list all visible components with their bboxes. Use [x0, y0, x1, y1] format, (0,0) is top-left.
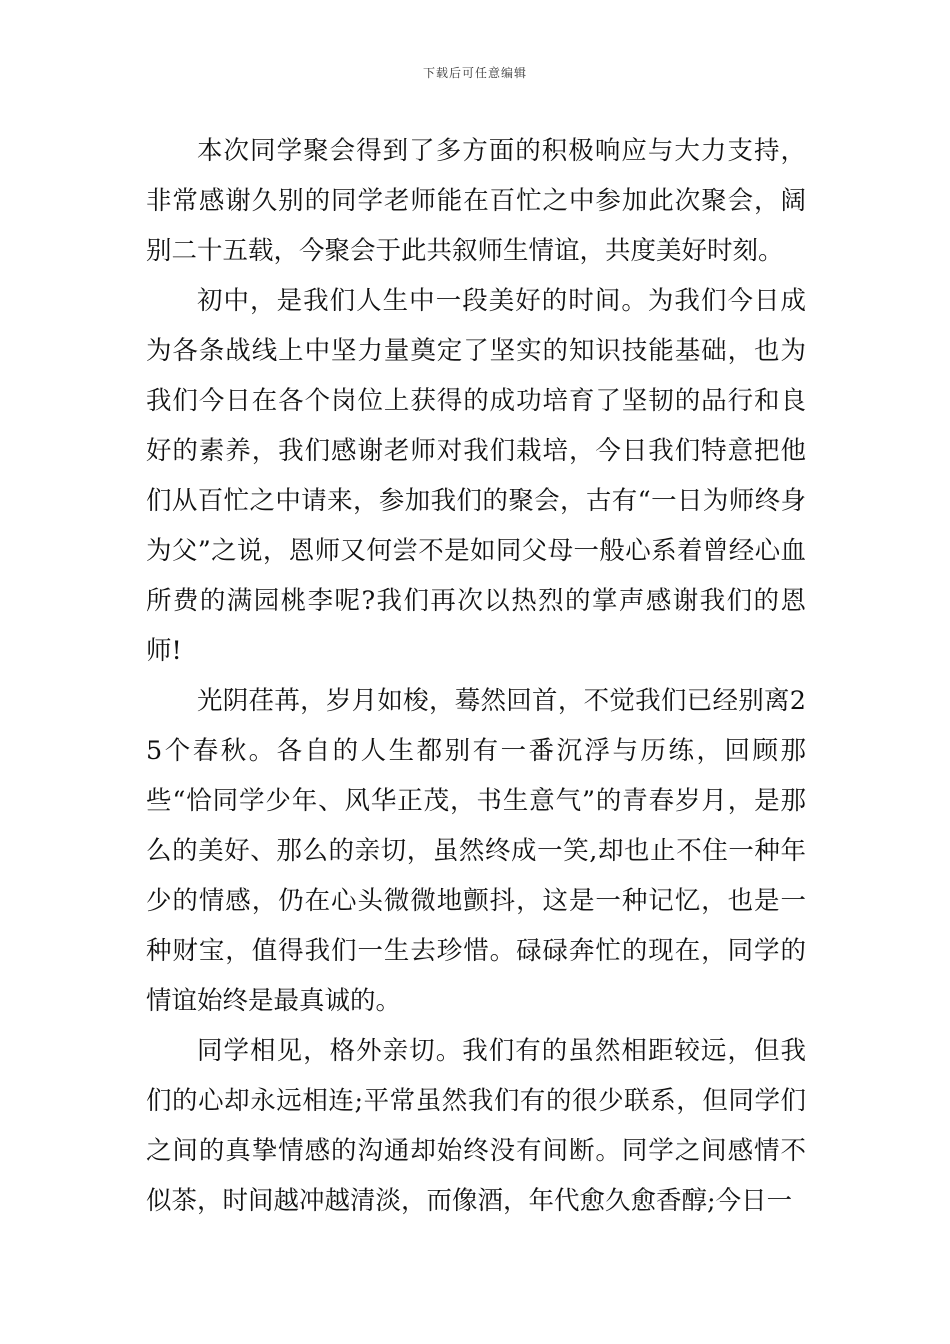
- paragraph-3: 光阴荏苒，岁月如梭，蓦然回首，不觉我们已经别离25个春秋。各自的人生都别有一番沉浮与历练，回顾那些“恰同学少年、风华正茂，书生意气”的青春岁月，是那么的美好、那么的亲切，虽然终成一笑,却也止不住一种年少的情感，仍在心头微微地颤抖，这是一种记忆，也是一种财宝，值得我们一生去珍惜。碌碌奔忙的现在，同学的情谊始终是最真诚的。: [146, 686, 806, 1016]
- paragraph-1: 本次同学聚会得到了多方面的积极响应与大力支持，非常感谢久别的同学老师能在百忙之中参加此次聚会，阔别二十五载，今聚会于此共叙师生情谊，共度美好时刻。: [146, 136, 806, 266]
- paragraph-2: 初中，是我们人生中一段美好的时间。为我们今日成为各条战线上中坚力量奠定了坚实的知识技能基础，也为我们今日在各个岗位上获得的成功培育了坚韧的品行和良好的素养，我们感谢老师对我们栽培，今日我们特意把他们从百忙之中请来，参加我们的聚会，古有“一日为师终身为父”之说，恩师又何尝不是如同父母一般心系着曾经心血所费的满园桃李呢?我们再次以热烈的掌声感谢我们的恩师!: [146, 286, 806, 666]
- document-body: [146, 126, 806, 1226]
- paragraph-4: 同学相见，格外亲切。我们有的虽然相距较远，但我们的心却永远相连;平常虽然我们有的很少联系，但同学们之间的真挚情感的沟通却始终没有间断。同学之间感情不似茶，时间越冲越清淡，而像酒，年代愈久愈香醇;今日一: [146, 1036, 806, 1216]
- page-header-note: 下载后可任意编辑: [422, 66, 527, 80]
